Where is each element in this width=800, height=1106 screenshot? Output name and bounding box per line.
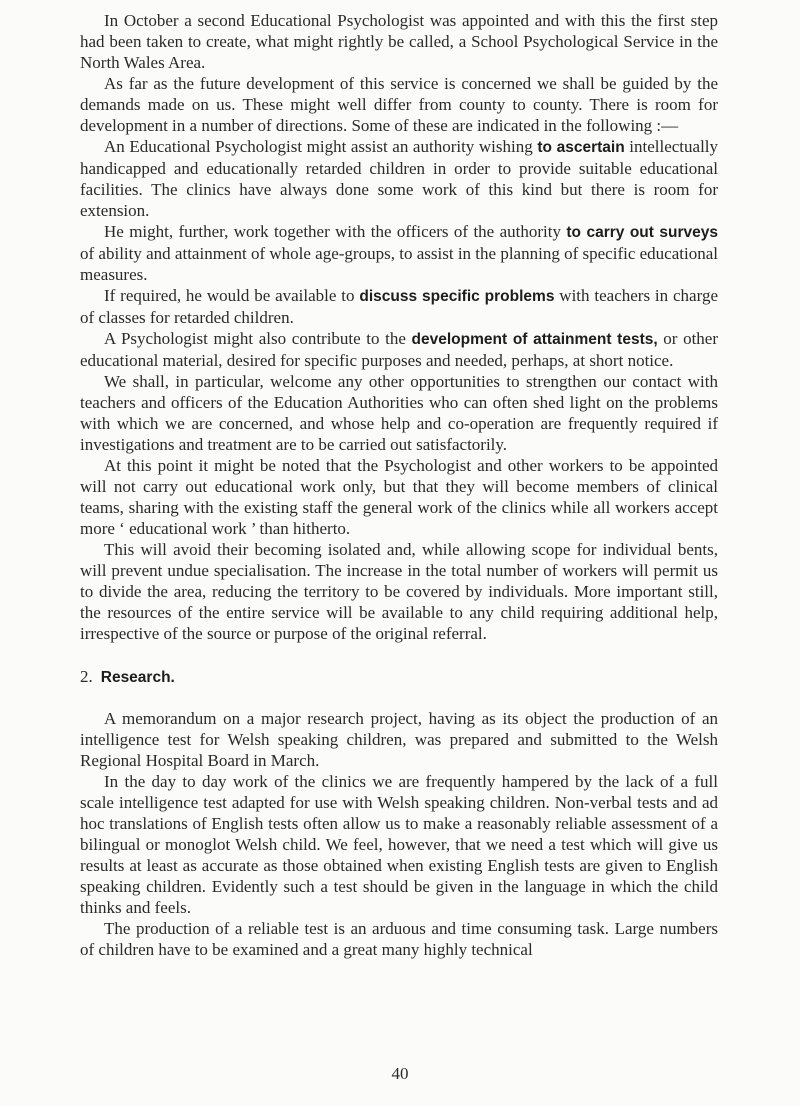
paragraph: The production of a reliable test is an arduous and time consuming task. Large numbers of children have to be examined and a great many highly technical <box>80 919 718 959</box>
paragraph <box>80 328 718 371</box>
paragraph: In the day to day work of the clinics we are frequently hampered by the lack of a full scale intelligence test adapted for use with Welsh speaking children. Non-verbal tests and ad hoc translations of English tests often allow us to make a reasonably reliable assessment of a bilingual or monoglot Welsh child. We feel, however, that we need a test which will give us results at least as accurate as those obtained when existing English tests are given to English speaking children. Evidently such a test should be given in the language in which the child thinks and feels. <box>80 772 718 917</box>
paragraph: At this point it might be noted that the Psychologist and other workers to be appointed will not carry out educational work only, but that they will become members of clinical teams, sharing with the existing staff the general work of the clinics while all workers accept more ‘ educational work ’ than hitherto. <box>80 456 718 538</box>
paragraph <box>80 285 718 328</box>
bold-phrase: development of attainment tests, <box>411 331 658 348</box>
paragraph-text: He might, further, work together with the officers of the authority <box>104 222 561 241</box>
paragraph-text: An Educational Psychologist might assist an authority wishing <box>104 137 533 156</box>
paragraph-text: with teachers in charge of classes for retarded children. <box>80 286 718 327</box>
page-number: 40 <box>391 1064 409 1083</box>
paragraph: This will avoid their becoming isolated and, while allowing scope for individual bents, will prevent undue specialisation. The increase in the total number of workers will permit us to divide the area, reducing the territory to be covered by individuals. More important still, the resources of the entire service will be available to any child requiring additional help, irrespective of the source or purpose of the original referral. <box>80 540 718 643</box>
paragraph: A memorandum on a major research project, having as its object the production of an intelligence test for Welsh speaking children, was prepared and submitted to the Welsh Regional Hospital Board in March. <box>80 709 718 770</box>
paragraph <box>80 136 718 221</box>
section-title: Research. <box>100 669 175 686</box>
paragraph-text: A Psychologist might also contribute to the <box>104 329 406 348</box>
paragraph: In October a second Educational Psychologist was appointed and with this the first step had been taken to create, what might rightly be called, a School Psychological Service in the North Wales Area. <box>80 11 718 72</box>
section-heading <box>80 666 718 688</box>
paragraph-text: If required, he would be available to <box>104 286 355 305</box>
bold-phrase: to carry out surveys <box>566 224 718 241</box>
paragraph <box>80 221 718 285</box>
paragraph-text: of ability and attainment of whole age-groups, to assist in the planning of specific educational measures. <box>80 244 718 284</box>
paragraph-text: or other educational material, desired for specific purposes and needed, perhaps, at short notice. <box>80 329 719 370</box>
paragraph-text: intellectually handicapped and educationally retarded children in order to provide suitable educational facilities. The clinics have always done some work of this kind but there is room for extension. <box>80 137 719 220</box>
section-number: 2. <box>80 667 93 686</box>
paragraph: We shall, in particular, welcome any other opportunities to strengthen our contact with teachers and officers of the Education Authorities who can often shed light on the problems with which we are concerned, and whose help and co-operation are frequently required if investigations and treatment are to be carried out satisfactorily. <box>80 372 718 454</box>
paragraph: As far as the future development of this service is concerned we shall be guided by the demands made on us. These might well differ from county to county. There is room for development in a number of directions. Some of these are indicated in the following :— <box>80 74 718 135</box>
bold-phrase: to ascertain <box>537 139 625 156</box>
bold-phrase: discuss specific problems <box>359 288 555 305</box>
